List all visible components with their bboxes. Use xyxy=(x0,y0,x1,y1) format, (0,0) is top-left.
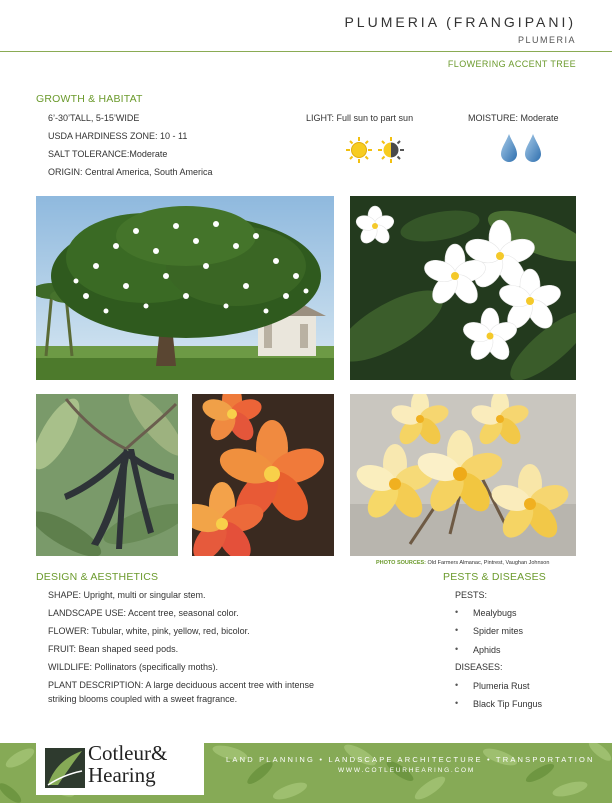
growth-zone: USDA HARDINESS ZONE: 10 - 11 xyxy=(48,131,188,141)
growth-origin: ORIGIN: Central America, South America xyxy=(48,167,213,177)
logo-name-line1: Cotleur& xyxy=(88,741,168,765)
diseases-label: DISEASES: xyxy=(455,662,503,672)
moisture-icons xyxy=(498,133,544,165)
moisture-value: Moderate xyxy=(520,113,559,123)
header-divider xyxy=(0,51,612,52)
design-description-line1: PLANT DESCRIPTION: A large deciduous accent tree with intense xyxy=(48,680,314,690)
light-info xyxy=(306,113,413,123)
pests-label: PESTS: xyxy=(455,590,488,600)
sun-icon xyxy=(346,137,372,163)
growth-salt: SALT TOLERANCE:Moderate xyxy=(48,149,168,159)
light-value: Full sun to part sun xyxy=(336,113,414,123)
design-description-line2: striking blooms coupled with a sweet fragrance. xyxy=(48,694,238,704)
disease-item: Black Tip Fungus xyxy=(473,699,543,709)
seed-pod-photo xyxy=(36,394,178,556)
genus-subtitle: PLUMERIA xyxy=(517,35,576,45)
footer-url[interactable]: WWW.COTLEURHEARING.COM xyxy=(338,767,476,774)
design-fruit: FRUIT: Bean shaped seed pods. xyxy=(48,644,179,654)
light-icons xyxy=(345,136,411,164)
pink-flower-photo xyxy=(192,394,334,556)
photo-credit-label: PHOTO SOURCES: xyxy=(376,560,427,566)
pests-heading: PESTS & DISEASES xyxy=(443,571,546,583)
design-heading: DESIGN & AESTHETICS xyxy=(36,571,159,583)
pest-item: Aphids xyxy=(473,645,501,655)
design-flower: FLOWER: Tubular, white, pink, yellow, red, bicolor. xyxy=(48,626,250,636)
moisture-info xyxy=(468,113,559,123)
light-label: LIGHT: xyxy=(306,113,335,123)
bullet-icon: • xyxy=(455,698,459,708)
bullet-icon: • xyxy=(455,680,459,690)
photo-credit-text: Old Farmers Almanac, Pintrest, Vaughan Johnson xyxy=(427,560,550,566)
bullet-icon: • xyxy=(455,607,459,617)
white-flower-photo xyxy=(350,196,576,380)
growth-heading: GROWTH & HABITAT xyxy=(36,93,143,105)
moisture-label: MOISTURE: xyxy=(468,113,519,123)
disease-item: Plumeria Rust xyxy=(473,681,530,691)
pest-item: Spider mites xyxy=(473,626,524,636)
bullet-icon: • xyxy=(455,644,459,654)
growth-size: 6’-30’TALL, 5-15’WIDE xyxy=(48,113,140,123)
pest-item: Mealybugs xyxy=(473,608,517,618)
photo-credit xyxy=(376,560,549,566)
yellow-flower-photo xyxy=(350,394,576,556)
design-wildlife: WILDLIFE: Pollinators (specifically moths). xyxy=(48,662,219,672)
design-shape: SHAPE: Upright, multi or singular stem. xyxy=(48,590,206,600)
plant-category: FLOWERING ACCENT TREE xyxy=(447,59,576,69)
footer-services: LAND PLANNING • LANDSCAPE ARCHITECTURE • TRANSPORTATION xyxy=(226,755,595,764)
design-use: LANDSCAPE USE: Accent tree, seasonal color. xyxy=(48,608,239,618)
part-sun-icon xyxy=(378,137,404,163)
logo-name-line2: Hearing xyxy=(88,763,156,787)
page-title: PLUMERIA (FRANGIPANI) xyxy=(344,14,576,30)
logo-icon xyxy=(44,747,86,789)
water-drop-icon xyxy=(501,134,517,162)
tree-photo xyxy=(36,196,334,380)
water-drop-icon xyxy=(525,134,541,162)
bullet-icon: • xyxy=(455,625,459,635)
